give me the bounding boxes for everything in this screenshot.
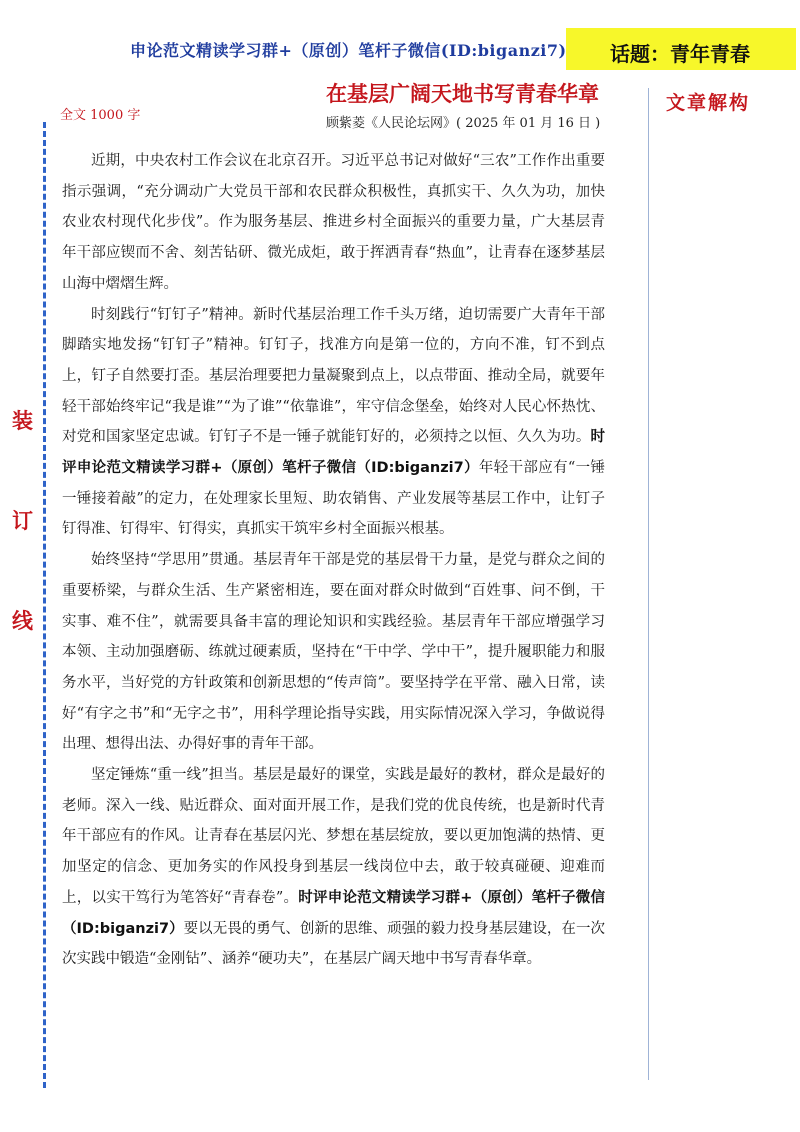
paragraph (62, 146, 605, 300)
paragraph (62, 300, 605, 546)
paragraph-text: 时刻践行“钉钉子”精神。新时代基层治理工作千头万绪，迫切需要广大青年干部脚踏实地发扬“钉钉子”精神。钉钉子，找准方向是第一位的，方向不准，钉不到点上，钉子自然要打歪。基层治理要把力量凝聚到点上，以点带面、推动全局，就要年轻干部始终牢记“我是谁”“为了谁”“依靠谁”，牢守信念堡垒，始终对人民心怀热忱、对党和国家坚定忠诚。钉钉子不是一锤子就能钉好的，必须持之以恒、久久为功。 (62, 306, 605, 446)
binding-char: 线 (12, 609, 33, 633)
article-body (62, 146, 605, 975)
article-title: 在基层广阔天地书写青春华章 (326, 81, 599, 106)
binding-line-label (12, 405, 36, 705)
inline-promo: 时评申论范文精读学习群+（原创）笔杆子微信（ID:biganzi7） (62, 429, 605, 477)
binding-char: 订 (12, 509, 33, 533)
paragraph-text: 坚定锤炼“重一线”担当。基层是最好的课堂，实践是最好的教材，群众是最好的老师。深入一线、贴近群众、面对面开展工作，是我们党的优良传统，也是新时代青年干部应有的作风。让青春在基层闪光、梦想在基层绽放，要以更加饱满的热情、更加坚定的信念、更加务实的作风投身到基层一线岗位中去，敢于较真碰硬、迎难而上，以实干笃行为笔答好“青春卷”。 (62, 767, 605, 906)
right-margin-rule (648, 88, 649, 1080)
structure-side-label: 文章解构 (666, 92, 751, 114)
binding-char: 装 (12, 409, 33, 433)
paragraph-text: 始终坚持“学思用”贯通。基层青年干部是党的基层骨干力量，是党与群众之间的重要桥梁，与群众生活、生产紧密相连，要在面对群众时做到“百姓事、问不倒，干实事、难不住”，就需要具备丰富的理论知识和实践经验。基层青年干部应增强学习本领、主动加强磨砺、练就过硬素质，坚持在“干中学、学中干”，提升履职能力和服务水平，当好党的方针政策和创新思想的“传声筒”。要坚持学在平常、融入日常，读好“有字之书”和“无字之书”，用科学理论指导实践，用实际情况深入学习，争做说得出理、想得出法、办得好事的青年干部。 (62, 552, 605, 753)
word-count-label: 全文 1000 字 (60, 108, 141, 123)
paragraph (62, 760, 605, 975)
inline-promo: 时评申论范文精读学习群+（原创）笔杆子微信（ID:biganzi7） (62, 889, 606, 937)
paragraph-text: 要以无畏的勇气、创新的思维、顽强的毅力投身基层建设，在一次次实践中锻造“金刚钻”、涵养“硬功夫”，在基层广阔天地中书写青春华章。 (62, 920, 605, 968)
paragraph-text: 年轻干部应有“一锤一锤接着敲”的定力，在处理家长里短、助农销售、产业发展等基层工作中，让钉子钉得准、钉得牢、钉得实，真抓实干筑牢乡村全面振兴根基。 (62, 460, 605, 538)
paragraph-text: 近期，中央农村工作会议在北京召开。习近平总书记对做好“三农”工作作出重要指示强调，“充分调动广大党员干部和农民群众积极性，真抓实干、久久为功，加快农业农村现代化步伐”。作为服务基层、推进乡村全面振兴的重要力量，广大基层青年干部应锲而不舍、刻苦钻研、微光成炬，敢于挥洒青春“热血”，让青春在逐梦基层山海中熠熠生辉。 (62, 153, 605, 292)
header-promo-line: 申论范文精读学习群+（原创）笔杆子微信(ID:biganzi7) (130, 41, 567, 60)
paragraph (62, 545, 605, 760)
article-byline: 顾紫菱《人民论坛网》( 2025 年 01 月 16 日 ) (326, 116, 601, 131)
topic-label: 话题：青年青春 (610, 42, 750, 66)
binding-dashed-line (43, 122, 46, 1088)
